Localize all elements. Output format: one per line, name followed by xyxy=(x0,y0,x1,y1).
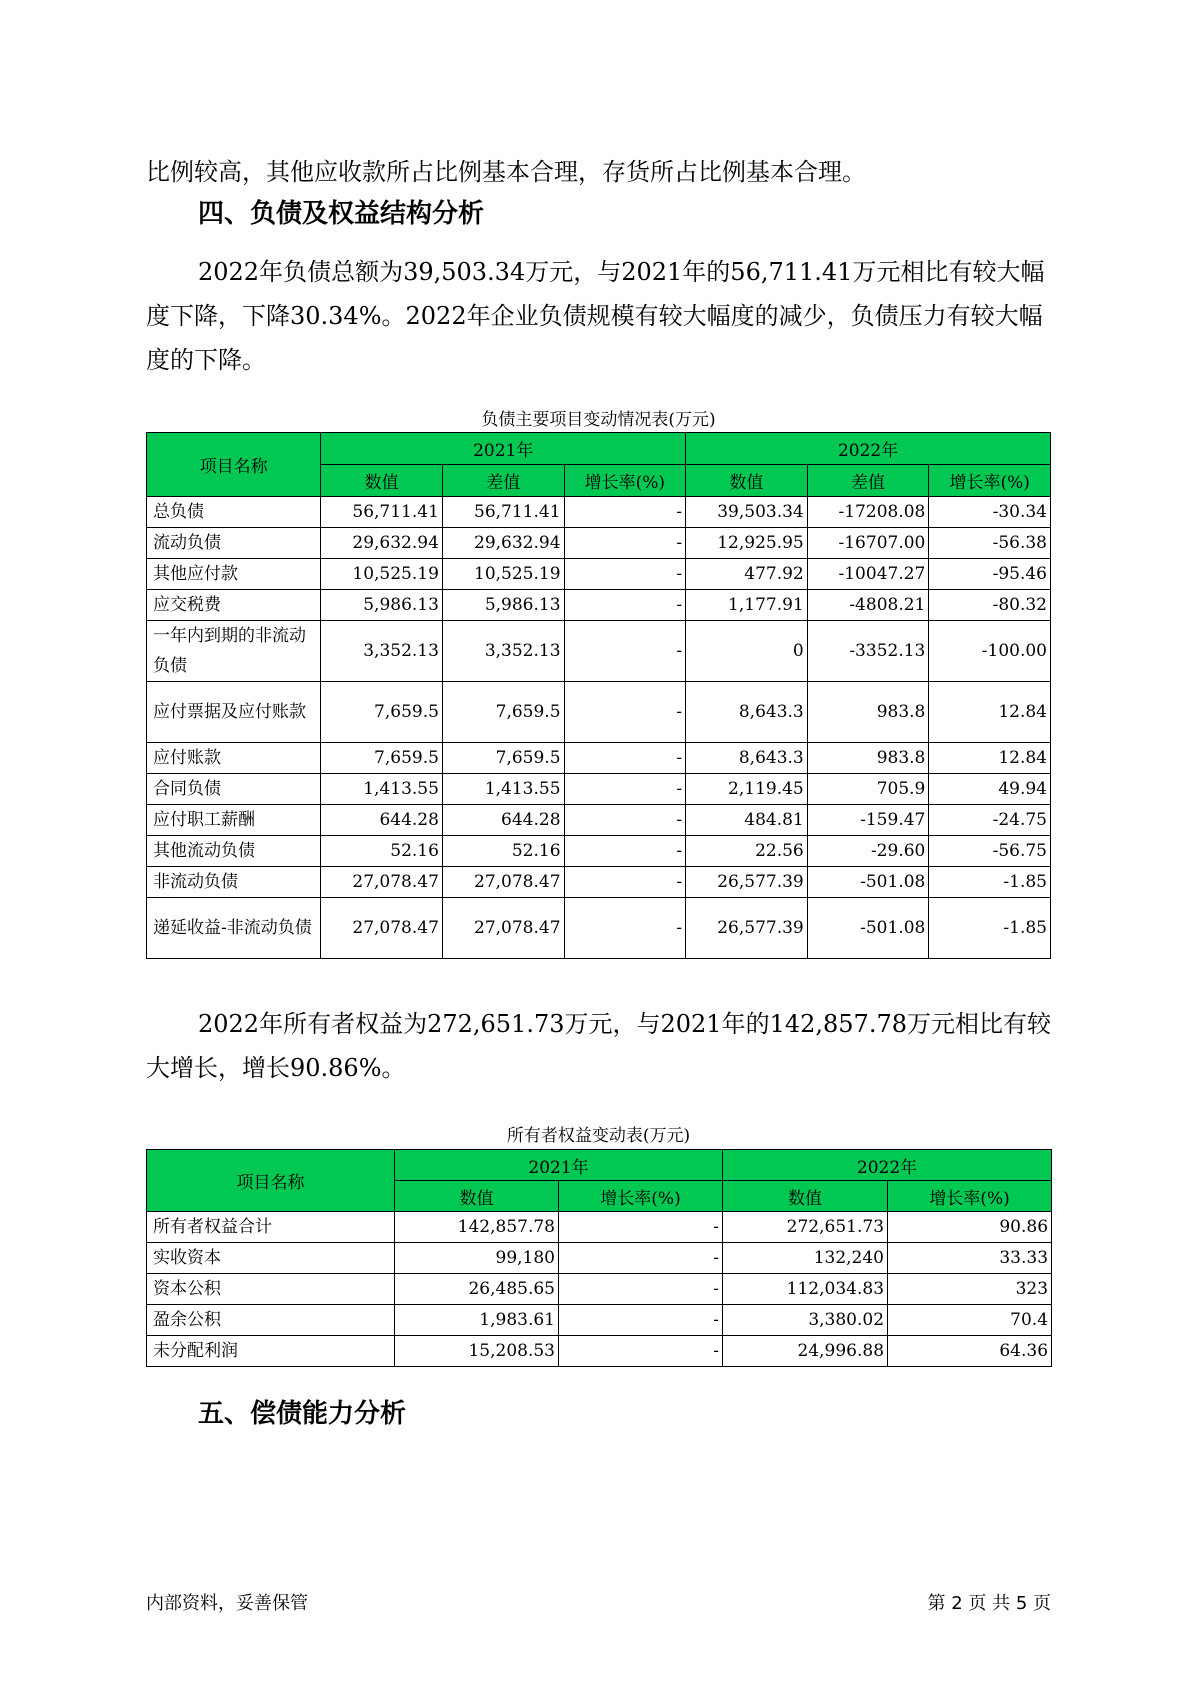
cell-value-2022: 484.81 xyxy=(686,805,808,836)
cell-diff-2022: -17208.08 xyxy=(807,497,929,528)
table1-header-2022: 2022年 xyxy=(686,433,1051,465)
cell-rate-2021: - xyxy=(564,805,686,836)
table-row xyxy=(147,1212,1052,1243)
cell-value-2022: 24,996.88 xyxy=(723,1336,888,1367)
cell-rate-2021: - xyxy=(564,621,686,682)
cell-rate-2021: - xyxy=(564,590,686,621)
cell-diff-2021: 7,659.5 xyxy=(442,743,564,774)
cell-diff-2021: 52.16 xyxy=(442,836,564,867)
intro-paragraph: 比例较高，其他应收款所占比例基本合理，存货所占比例基本合理。 xyxy=(146,158,866,186)
cell-rate-2022: 90.86 xyxy=(888,1212,1052,1243)
section-4-heading: 四、负债及权益结构分析 xyxy=(198,199,485,229)
cell-diff-2021: 7,659.5 xyxy=(442,682,564,743)
row-label: 流动负债 xyxy=(147,528,321,559)
table1-sub-rate-2021: 增长率(%) xyxy=(564,465,686,497)
cell-diff-2021: 5,986.13 xyxy=(442,590,564,621)
table2-header-name: 项目名称 xyxy=(147,1150,395,1212)
table-row xyxy=(147,682,1051,743)
cell-diff-2022: 983.8 xyxy=(807,682,929,743)
row-label: 非流动负债 xyxy=(147,867,321,898)
cell-rate-2021: - xyxy=(559,1305,723,1336)
cell-rate-2021: - xyxy=(564,867,686,898)
cell-diff-2021: 27,078.47 xyxy=(442,867,564,898)
cell-value-2021: 7,659.5 xyxy=(321,682,443,743)
footer-note: 内部资料，妥善保管 xyxy=(146,1593,308,1614)
cell-value-2022: 22.56 xyxy=(686,836,808,867)
cell-value-2021: 7,659.5 xyxy=(321,743,443,774)
table1-header-2021: 2021年 xyxy=(321,433,686,465)
table-row xyxy=(147,497,1051,528)
cell-rate-2022: -80.32 xyxy=(929,590,1051,621)
cell-rate-2021: - xyxy=(559,1274,723,1305)
cell-value-2021: 56,711.41 xyxy=(321,497,443,528)
table2-sub-value-2022: 数值 xyxy=(723,1181,888,1212)
row-label: 所有者权益合计 xyxy=(147,1212,395,1243)
cell-diff-2022: -159.47 xyxy=(807,805,929,836)
cell-value-2022: 477.92 xyxy=(686,559,808,590)
cell-rate-2021: - xyxy=(559,1212,723,1243)
table1-sub-diff-2021: 差值 xyxy=(442,465,564,497)
cell-rate-2022: 12.84 xyxy=(929,743,1051,774)
row-label: 其他应付款 xyxy=(147,559,321,590)
cell-diff-2021: 10,525.19 xyxy=(442,559,564,590)
cell-rate-2021: - xyxy=(564,898,686,959)
cell-rate-2022: -95.46 xyxy=(929,559,1051,590)
cell-value-2022: 12,925.95 xyxy=(686,528,808,559)
row-label: 应付票据及应付账款 xyxy=(147,682,321,743)
cell-rate-2021: - xyxy=(564,497,686,528)
cell-diff-2021: 644.28 xyxy=(442,805,564,836)
cell-rate-2022: 12.84 xyxy=(929,682,1051,743)
table-row xyxy=(147,1274,1052,1305)
cell-rate-2022: 49.94 xyxy=(929,774,1051,805)
cell-rate-2022: -1.85 xyxy=(929,867,1051,898)
table-row xyxy=(147,1305,1052,1336)
cell-value-2022: 2,119.45 xyxy=(686,774,808,805)
cell-value-2022: 112,034.83 xyxy=(723,1274,888,1305)
row-label: 合同负债 xyxy=(147,774,321,805)
cell-value-2021: 5,986.13 xyxy=(321,590,443,621)
cell-value-2021: 10,525.19 xyxy=(321,559,443,590)
cell-diff-2022: -16707.00 xyxy=(807,528,929,559)
table-row xyxy=(147,898,1051,959)
cell-value-2022: 0 xyxy=(686,621,808,682)
cell-value-2021: 27,078.47 xyxy=(321,898,443,959)
row-label: 递延收益-非流动负债 xyxy=(147,898,321,959)
cell-rate-2021: - xyxy=(564,836,686,867)
cell-diff-2022: -29.60 xyxy=(807,836,929,867)
cell-diff-2022: 983.8 xyxy=(807,743,929,774)
table1-caption: 负债主要项目变动情况表(万元) xyxy=(481,410,716,430)
row-label: 盈余公积 xyxy=(147,1305,395,1336)
cell-rate-2021: - xyxy=(559,1243,723,1274)
table2-sub-rate-2021: 增长率(%) xyxy=(559,1181,723,1212)
row-label: 应交税费 xyxy=(147,590,321,621)
table-row xyxy=(147,743,1051,774)
cell-diff-2021: 1,413.55 xyxy=(442,774,564,805)
table-row xyxy=(147,805,1051,836)
cell-value-2021: 29,632.94 xyxy=(321,528,443,559)
cell-value-2022: 8,643.3 xyxy=(686,743,808,774)
cell-value-2022: 39,503.34 xyxy=(686,497,808,528)
cell-rate-2022: -100.00 xyxy=(929,621,1051,682)
table-row xyxy=(147,590,1051,621)
cell-rate-2022: 64.36 xyxy=(888,1336,1052,1367)
table-row xyxy=(147,1243,1052,1274)
cell-rate-2021: - xyxy=(564,743,686,774)
cell-value-2022: 132,240 xyxy=(723,1243,888,1274)
cell-diff-2021: 29,632.94 xyxy=(442,528,564,559)
cell-value-2022: 26,577.39 xyxy=(686,898,808,959)
cell-value-2021: 15,208.53 xyxy=(395,1336,559,1367)
table-row xyxy=(147,774,1051,805)
table1-sub-rate-2022: 增长率(%) xyxy=(929,465,1051,497)
table1-sub-diff-2022: 差值 xyxy=(807,465,929,497)
cell-rate-2022: 323 xyxy=(888,1274,1052,1305)
row-label: 其他流动负债 xyxy=(147,836,321,867)
table1-sub-value-2021: 数值 xyxy=(321,465,443,497)
row-label: 总负债 xyxy=(147,497,321,528)
table1-sub-value-2022: 数值 xyxy=(686,465,808,497)
table-row xyxy=(147,836,1051,867)
cell-value-2021: 3,352.13 xyxy=(321,621,443,682)
cell-value-2021: 99,180 xyxy=(395,1243,559,1274)
cell-value-2022: 26,577.39 xyxy=(686,867,808,898)
equity-paragraph: 2022年所有者权益为272,651.73万元，与2021年的142,857.78万元相比有较大增长，增长90.86%。 xyxy=(146,1010,1051,1082)
cell-rate-2022: -56.75 xyxy=(929,836,1051,867)
cell-diff-2021: 27,078.47 xyxy=(442,898,564,959)
cell-rate-2021: - xyxy=(559,1336,723,1367)
cell-rate-2021: - xyxy=(564,774,686,805)
cell-value-2021: 27,078.47 xyxy=(321,867,443,898)
table-row xyxy=(147,867,1051,898)
row-label: 应付职工薪酬 xyxy=(147,805,321,836)
cell-rate-2021: - xyxy=(564,682,686,743)
cell-diff-2022: -501.08 xyxy=(807,898,929,959)
row-label: 应付账款 xyxy=(147,743,321,774)
cell-value-2022: 1,177.91 xyxy=(686,590,808,621)
table2-header-2022: 2022年 xyxy=(723,1150,1052,1181)
cell-diff-2022: -4808.21 xyxy=(807,590,929,621)
cell-rate-2022: 70.4 xyxy=(888,1305,1052,1336)
cell-rate-2022: -30.34 xyxy=(929,497,1051,528)
cell-diff-2022: 705.9 xyxy=(807,774,929,805)
table1-header-name: 项目名称 xyxy=(147,433,321,497)
cell-rate-2021: - xyxy=(564,528,686,559)
cell-diff-2021: 56,711.41 xyxy=(442,497,564,528)
table2-header-2021: 2021年 xyxy=(395,1150,723,1181)
cell-value-2021: 26,485.65 xyxy=(395,1274,559,1305)
cell-rate-2022: -56.38 xyxy=(929,528,1051,559)
cell-diff-2022: -501.08 xyxy=(807,867,929,898)
liability-table xyxy=(146,432,1051,959)
row-label: 资本公积 xyxy=(147,1274,395,1305)
table-row xyxy=(147,621,1051,682)
table2-sub-rate-2022: 增长率(%) xyxy=(888,1181,1052,1212)
cell-value-2021: 644.28 xyxy=(321,805,443,836)
cell-value-2022: 8,643.3 xyxy=(686,682,808,743)
table-row xyxy=(147,528,1051,559)
table-row xyxy=(147,559,1051,590)
table2-caption: 所有者权益变动表(万元) xyxy=(506,1126,691,1146)
table2-sub-value-2021: 数值 xyxy=(395,1181,559,1212)
row-label: 一年内到期的非流动负债 xyxy=(147,621,321,682)
cell-value-2021: 142,857.78 xyxy=(395,1212,559,1243)
cell-value-2021: 1,413.55 xyxy=(321,774,443,805)
section-5-heading: 五、偿债能力分析 xyxy=(198,1399,407,1429)
liability-paragraph: 2022年负债总额为39,503.34万元，与2021年的56,711.41万元相比有较大幅度下降，下降30.34%。2022年企业负债规模有较大幅度的减少，负债压力有较大幅度的下降。 xyxy=(146,258,1045,374)
cell-rate-2022: -24.75 xyxy=(929,805,1051,836)
cell-value-2022: 272,651.73 xyxy=(723,1212,888,1243)
cell-rate-2021: - xyxy=(564,559,686,590)
equity-table xyxy=(146,1149,1052,1367)
table-row xyxy=(147,1336,1052,1367)
cell-value-2021: 52.16 xyxy=(321,836,443,867)
row-label: 实收资本 xyxy=(147,1243,395,1274)
cell-diff-2021: 3,352.13 xyxy=(442,621,564,682)
cell-diff-2022: -10047.27 xyxy=(807,559,929,590)
cell-value-2021: 1,983.61 xyxy=(395,1305,559,1336)
cell-diff-2022: -3352.13 xyxy=(807,621,929,682)
cell-value-2022: 3,380.02 xyxy=(723,1305,888,1336)
cell-rate-2022: -1.85 xyxy=(929,898,1051,959)
cell-rate-2022: 33.33 xyxy=(888,1243,1052,1274)
page-number: 第 2 页 共 5 页 xyxy=(927,1593,1051,1614)
row-label: 未分配利润 xyxy=(147,1336,395,1367)
